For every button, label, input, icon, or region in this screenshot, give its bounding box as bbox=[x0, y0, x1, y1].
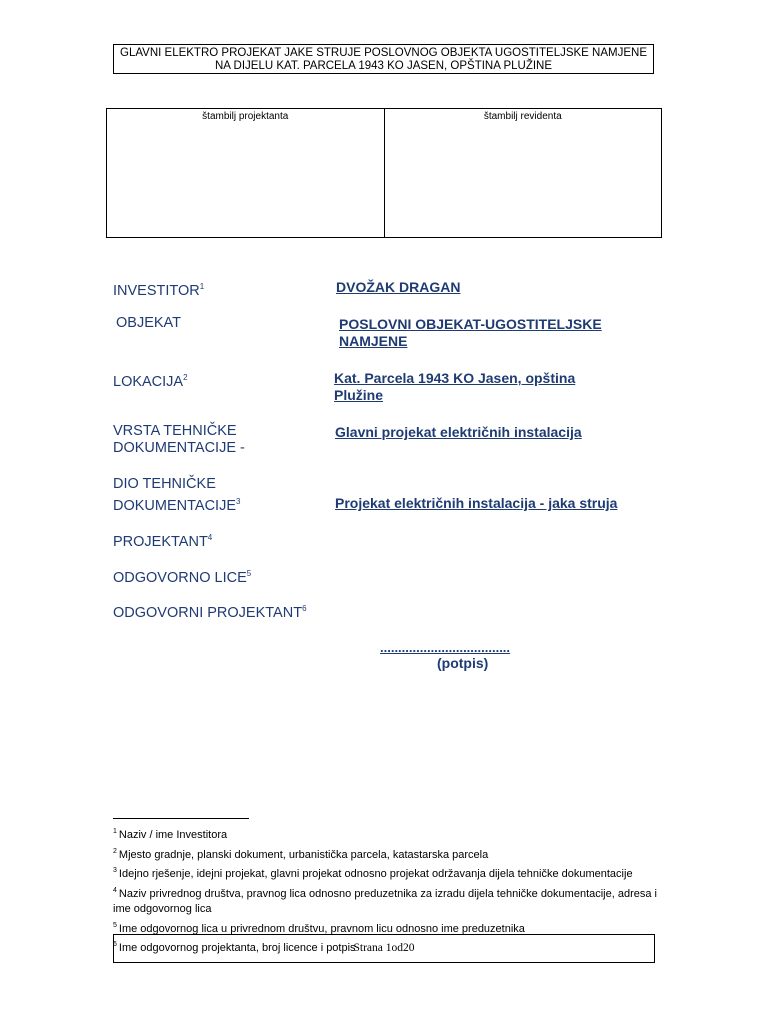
label-projektant: PROJEKTANT$^4$ bbox=[113, 533, 213, 550]
label-investitor: INVESTITOR$^1$ bbox=[113, 282, 205, 299]
footnote-ref-5: 5 bbox=[246, 569, 252, 578]
signature-line: .................................... bbox=[380, 640, 511, 655]
value-dio-dokumentacije: Projekat električnih instalacija - jaka struja bbox=[335, 495, 618, 511]
label-odgovorno-lice: ODGOVORNO LICE$^5$ bbox=[113, 569, 252, 586]
footnote-ref-1: 1 bbox=[199, 282, 205, 291]
footnote-item: $^4$ Naziv privrednog društva, pravnog lica odnosno preduzetnika za izradu dijela tehničke dokumentacije, adresa i ime odgovornog lica bbox=[113, 886, 657, 915]
stamp-cell-reviewer bbox=[384, 109, 662, 237]
label-dio-dokumentacije: DIO TEHNIČKE DOKUMENTACIJE$^3$ bbox=[113, 476, 241, 514]
footnote-item: $^2$ Mjesto gradnje, planski dokument, urbanistička parcela, katastarska parcela bbox=[113, 847, 489, 861]
signature-label: (potpis) bbox=[437, 655, 489, 671]
title-line-1: GLAVNI ELEKTRO PROJEKAT JAKE STRUJE POSLOVNOG OBJEKTA UGOSTITELJSKE NAMJENE bbox=[120, 47, 647, 59]
label-vrsta-dokumentacije: VRSTA TEHNIČKE DOKUMENTACIJE - bbox=[113, 423, 245, 456]
page-number-box bbox=[113, 934, 655, 963]
value-vrsta-dokumentacije: Glavni projekat električnih instalacija bbox=[335, 424, 582, 440]
value-objekat: POSLOVNI OBJEKAT-UGOSTITELJSKE NAMJENE bbox=[339, 316, 602, 349]
label-objekat: OBJEKAT bbox=[116, 315, 181, 331]
page-number: Strana 1od20 bbox=[353, 942, 415, 954]
footnote-ref-3: 3 bbox=[236, 497, 241, 506]
stamp-table bbox=[106, 108, 662, 238]
stamp-cell-designer bbox=[107, 109, 384, 237]
document-title-box bbox=[113, 44, 654, 74]
stamp-label-designer: štambilj projektanta bbox=[202, 111, 289, 122]
footnote-ref-6: 6 bbox=[302, 604, 307, 613]
footnote-ref-4: 4 bbox=[207, 533, 213, 542]
footnote-item: $^6$ Ime odgovornog projektanta, broj licence i potpis bbox=[113, 941, 356, 954]
footnote-item: $^3$ Idejno rješenje, idejni projekat, glavni projekat odnosno projekat održavanja dijela tehničke dokumentacije bbox=[113, 867, 633, 880]
stamp-label-reviewer: štambilj revidenta bbox=[483, 111, 562, 122]
title-line-2: NA DIJELU KAT. PARCELA 1943 KO JASEN, OPŠTINA PLUŽINE bbox=[214, 60, 553, 72]
value-investitor: DVOŽAK DRAGAN bbox=[336, 279, 461, 295]
footnote-item: $^1$ Naziv / ime Investitora bbox=[113, 828, 228, 841]
label-odgovorni-projektant: ODGOVORNI PROJEKTANT$^6$ bbox=[113, 604, 307, 621]
footnote-item: $^5$ Ime odgovornog lica u privrednom društvu, pravnom licu odnosno ime preduzetnika bbox=[113, 921, 525, 935]
footnote-separator bbox=[113, 818, 249, 819]
label-lokacija: LOKACIJA$^2$ bbox=[113, 373, 188, 390]
footnote-ref-2: 2 bbox=[183, 373, 188, 382]
value-lokacija: Kat. Parcela 1943 KO Jasen, opština Plužine bbox=[334, 370, 576, 403]
